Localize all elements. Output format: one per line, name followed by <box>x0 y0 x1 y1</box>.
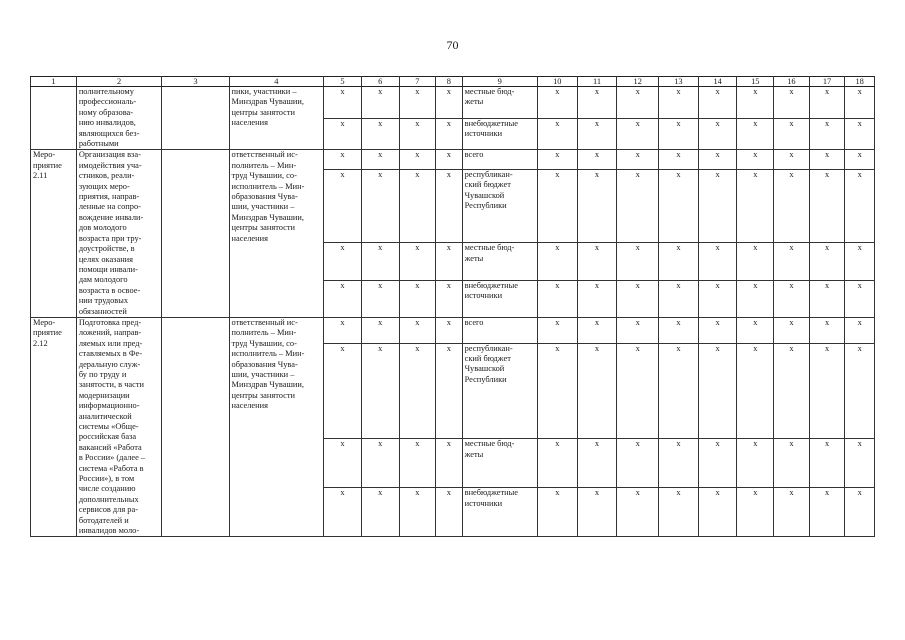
activity-1-row-3-col-15: x <box>737 488 774 537</box>
cont-row-0-col-13: x <box>659 87 699 119</box>
cont-row-0-source <box>462 87 537 119</box>
activity-0-row-1-col-13: x <box>659 170 699 243</box>
activity-1-row-0-col-7: x <box>399 317 436 343</box>
cont-col-3 <box>162 87 229 150</box>
activity-0-executors-text: ответственный ис- полнитель – Мин- труд Чувашии, со- исполнитель – Мин- образования Чува- шии, участники – Минздрав Чувашии, центры занятости населения <box>231 150 305 243</box>
activity-1-row-0-col-8: x <box>436 317 462 343</box>
cont-col-1 <box>31 87 77 150</box>
activity-1-row-2-col-14: x <box>698 439 737 488</box>
header-col-16: 16 <box>774 77 810 87</box>
activity-0-row-1-col-16: x <box>774 170 810 243</box>
cont-row-0-col-10: x <box>537 87 577 119</box>
activity-1-row-2-col-13: x <box>659 439 699 488</box>
activity-1-row-2-source <box>462 439 537 488</box>
activity-0-row-2-source <box>462 243 537 280</box>
activity-1-description <box>76 317 162 537</box>
cont-row-1-col-17: x <box>809 118 845 150</box>
activity-0-row-1-source-text: республикан- ский бюджет Чувашской Республики <box>464 170 513 211</box>
activity-0-row-1-col-18: x <box>845 170 875 243</box>
cont-row-0-col-8: x <box>436 87 462 119</box>
cont-row-0-col-17: x <box>809 87 845 119</box>
cont-row-0-col-7: x <box>399 87 436 119</box>
header-col-9: 9 <box>462 77 537 87</box>
activity-1-row-3-col-13: x <box>659 488 699 537</box>
activity-1-row-1-col-8: x <box>436 343 462 439</box>
activity-1-executors-text: ответственный ис- полнитель – Мин- труд Чувашии, со- исполнитель – Мин- образования Чува- шии, участники – Минздрав Чувашии, центры занятости населения <box>231 317 305 411</box>
header-col-12: 12 <box>617 77 659 87</box>
cont-col-4 <box>229 87 324 150</box>
activity-0-row-3-col-8: x <box>436 280 462 317</box>
header-row <box>31 77 875 87</box>
activity-0-row-0-col-12: x <box>617 150 659 170</box>
activity-0-row-1-col-17: x <box>809 170 845 243</box>
page-number: 70 <box>446 38 459 52</box>
activity-1-row-0-col-6: x <box>361 317 399 343</box>
activity-1-row-0-col-16: x <box>774 317 810 343</box>
activity-0-row-3-col-6: x <box>361 280 399 317</box>
cont-row-0-col-5: x <box>324 87 362 119</box>
activity-1-row-3-col-14: x <box>698 488 737 537</box>
activity-1-row-0-col-5: x <box>324 317 362 343</box>
activity-0-row-3-col-11: x <box>577 280 617 317</box>
cont-col-4-text: пики, участники – Минздрав Чувашии, центры занятости населения <box>231 87 304 128</box>
activity-0-row-0-col-11: x <box>577 150 617 170</box>
activity-0-row-2-col-7: x <box>399 243 436 280</box>
activity-0-row-3-col-15: x <box>737 280 774 317</box>
cont-row-1-col-12: x <box>617 118 659 150</box>
activity-0-row-2-col-17: x <box>809 243 845 280</box>
header-col-10: 10 <box>537 77 577 87</box>
header-col-11: 11 <box>577 77 617 87</box>
cont-row-1-col-11: x <box>577 118 617 150</box>
activity-1-row-3-col-16: x <box>774 488 810 537</box>
activity-1-row-3-source-text: внебюджетные источники <box>464 488 518 508</box>
activity-1-row-0-col-15: x <box>737 317 774 343</box>
activity-0-row-3-source <box>462 280 537 317</box>
activity-1-row-3-col-5: x <box>324 488 362 537</box>
activity-1-row-3-col-7: x <box>399 488 436 537</box>
activity-1-row-2-col-12: x <box>617 439 659 488</box>
activity-1-row-1-col-13: x <box>659 343 699 439</box>
activity-1-row-0-source <box>462 317 537 343</box>
activity-0-row-1-col-12: x <box>617 170 659 243</box>
activity-0-row-3-col-12: x <box>617 280 659 317</box>
activity-0-row-1-source <box>462 170 537 243</box>
activity-0-description-text: Организация вза- имодействия уча- стников, реали- зующих меро- приятия, направ- ленные на сопро- вождение инвали- дов молодого возраста при тру- доустройстве, в целях оказания помощи инвали- дам молодого возраста в освое- нии трудовых обязанностей <box>78 150 144 316</box>
cont-row-0-col-11: x <box>577 87 617 119</box>
activity-1-row-2-col-6: x <box>361 439 399 488</box>
activity-0-row-0-col-17: x <box>809 150 845 170</box>
cont-row-0-col-6: x <box>361 87 399 119</box>
activity-0-row-0-col-14: x <box>698 150 737 170</box>
activity-1-row-0-col-12: x <box>617 317 659 343</box>
cont-row-1-col-13: x <box>659 118 699 150</box>
activity-1-row-3-col-11: x <box>577 488 617 537</box>
activity-0-row-3-col-10: x <box>537 280 577 317</box>
cont-row-1-col-5: x <box>324 118 362 150</box>
table-row <box>31 317 875 343</box>
activity-1-row-0-source-text: всего <box>464 317 484 327</box>
activity-1-row-2-col-10: x <box>537 439 577 488</box>
header-col-5: 5 <box>324 77 362 87</box>
cont-row-0-source-text: местные бюд- жеты <box>464 87 515 107</box>
activity-0-row-1-col-8: x <box>436 170 462 243</box>
cont-row-1-col-16: x <box>774 118 810 150</box>
activity-1-number <box>31 317 77 537</box>
activity-0-row-2-col-5: x <box>324 243 362 280</box>
activity-0-row-0-col-13: x <box>659 150 699 170</box>
cont-col-2 <box>76 87 162 150</box>
header-col-18: 18 <box>845 77 875 87</box>
header-col-2: 2 <box>76 77 162 87</box>
activity-0-row-0-col-8: x <box>436 150 462 170</box>
activity-1-executors <box>229 317 324 537</box>
activity-0-number <box>31 150 77 318</box>
activity-0-row-0-col-5: x <box>324 150 362 170</box>
cont-row-1-source-text: внебюджетные источники <box>464 118 518 139</box>
header-col-7: 7 <box>399 77 436 87</box>
activity-0-row-2-col-8: x <box>436 243 462 280</box>
activity-1-row-2-source-text: местные бюд- жеты <box>464 439 515 459</box>
activity-0-row-2-col-18: x <box>845 243 875 280</box>
header-col-14: 14 <box>698 77 737 87</box>
activity-0-row-2-col-10: x <box>537 243 577 280</box>
activity-1-col-3 <box>162 317 229 537</box>
cont-row-0-col-18: x <box>845 87 875 119</box>
activity-0-col-3 <box>162 150 229 318</box>
activity-1-row-3-col-12: x <box>617 488 659 537</box>
header-col-3: 3 <box>162 77 229 87</box>
cont-row-1-col-8: x <box>436 118 462 150</box>
cont-row-1-col-7: x <box>399 118 436 150</box>
activity-0-row-0-col-16: x <box>774 150 810 170</box>
activity-0-executors <box>229 150 324 318</box>
activity-1-row-2-col-5: x <box>324 439 362 488</box>
activity-0-description <box>76 150 162 318</box>
activity-0-row-2-col-14: x <box>698 243 737 280</box>
activity-1-row-2-col-16: x <box>774 439 810 488</box>
activity-0-row-3-col-7: x <box>399 280 436 317</box>
activity-0-row-0-col-7: x <box>399 150 436 170</box>
activity-1-row-1-col-11: x <box>577 343 617 439</box>
activity-1-row-3-col-6: x <box>361 488 399 537</box>
activity-1-row-0-col-10: x <box>537 317 577 343</box>
activity-1-row-1-col-18: x <box>845 343 875 439</box>
activity-0-row-0-col-15: x <box>737 150 774 170</box>
header-col-13: 13 <box>659 77 699 87</box>
header-col-4: 4 <box>229 77 324 87</box>
activity-1-row-2-col-15: x <box>737 439 774 488</box>
header-col-8: 8 <box>436 77 462 87</box>
activity-1-row-1-source-text: республикан- ский бюджет Чувашской Республики <box>464 343 513 384</box>
activity-0-row-0-source <box>462 150 537 170</box>
activity-1-row-1-col-17: x <box>809 343 845 439</box>
activity-0-row-1-col-11: x <box>577 170 617 243</box>
activity-1-row-1-source <box>462 343 537 439</box>
activity-1-row-1-col-7: x <box>399 343 436 439</box>
activity-0-row-1-col-6: x <box>361 170 399 243</box>
activity-0-row-0-col-18: x <box>845 150 875 170</box>
activity-1-row-1-col-14: x <box>698 343 737 439</box>
cont-row-1-col-10: x <box>537 118 577 150</box>
header-col-15: 15 <box>737 77 774 87</box>
activity-0-row-2-col-15: x <box>737 243 774 280</box>
activity-0-row-2-col-11: x <box>577 243 617 280</box>
activity-1-row-0-col-11: x <box>577 317 617 343</box>
table-row <box>31 150 875 170</box>
activity-0-row-2-col-6: x <box>361 243 399 280</box>
header-col-17: 17 <box>809 77 845 87</box>
activity-1-row-0-col-18: x <box>845 317 875 343</box>
activity-1-row-2-col-17: x <box>809 439 845 488</box>
activity-1-number-text: Меро- приятие 2.12 <box>33 317 62 348</box>
activity-0-number-text: Меро- приятие 2.11 <box>33 150 62 181</box>
activity-1-row-1-col-10: x <box>537 343 577 439</box>
activity-1-row-3-source <box>462 488 537 537</box>
cont-row-0-col-16: x <box>774 87 810 119</box>
activity-0-row-3-col-16: x <box>774 280 810 317</box>
activity-0-row-1-col-5: x <box>324 170 362 243</box>
activity-0-row-1-col-10: x <box>537 170 577 243</box>
activity-1-row-2-col-8: x <box>436 439 462 488</box>
activity-1-row-2-col-7: x <box>399 439 436 488</box>
program-table <box>30 76 875 537</box>
cont-row-0-col-12: x <box>617 87 659 119</box>
activity-1-row-1-col-16: x <box>774 343 810 439</box>
activity-1-row-3-col-10: x <box>537 488 577 537</box>
cont-col-2-text: полнительному профессиональ- ному образова- нию инвалидов, являющихся без- работными <box>78 87 140 149</box>
activity-1-row-2-col-11: x <box>577 439 617 488</box>
activity-0-row-1-col-7: x <box>399 170 436 243</box>
activity-0-row-3-col-17: x <box>809 280 845 317</box>
activity-0-row-3-col-18: x <box>845 280 875 317</box>
cont-row-1-col-15: x <box>737 118 774 150</box>
activity-0-row-0-col-6: x <box>361 150 399 170</box>
header-col-1: 1 <box>31 77 77 87</box>
cont-row-1-col-14: x <box>698 118 737 150</box>
activity-1-row-0-col-14: x <box>698 317 737 343</box>
activity-1-row-0-col-13: x <box>659 317 699 343</box>
activity-1-row-1-col-5: x <box>324 343 362 439</box>
cont-row-0-col-14: x <box>698 87 737 119</box>
cont-row-1-col-6: x <box>361 118 399 150</box>
activity-0-row-1-col-15: x <box>737 170 774 243</box>
activity-0-row-3-col-14: x <box>698 280 737 317</box>
activity-0-row-2-col-13: x <box>659 243 699 280</box>
cont-row-1-source <box>462 118 537 150</box>
activity-1-row-3-col-17: x <box>809 488 845 537</box>
activity-1-row-1-col-15: x <box>737 343 774 439</box>
activity-1-row-3-col-18: x <box>845 488 875 537</box>
activity-1-row-3-col-8: x <box>436 488 462 537</box>
activity-0-row-2-col-16: x <box>774 243 810 280</box>
activity-1-row-1-col-6: x <box>361 343 399 439</box>
activity-0-row-3-col-5: x <box>324 280 362 317</box>
activity-0-row-1-col-14: x <box>698 170 737 243</box>
activity-0-row-2-source-text: местные бюд- жеты <box>464 243 515 263</box>
activity-1-row-0-col-17: x <box>809 317 845 343</box>
activity-0-row-0-source-text: всего <box>464 150 484 160</box>
cont-row-0-col-15: x <box>737 87 774 119</box>
activity-0-row-2-col-12: x <box>617 243 659 280</box>
activity-1-row-2-col-18: x <box>845 439 875 488</box>
header-col-6: 6 <box>361 77 399 87</box>
activity-1-description-text: Подготовка пред- ложений, направ- ляемых или пред- ставляемых в Фе- деральную служ- бу по труду и занятости, в части модернизации информационно- аналитической системы «Обще- российская база вакансий «Работа в России» (далее – система «Работа в России»), в том числе созданию дополнительных сервисов для ра- ботодателей и инвалидов моло- <box>78 317 146 536</box>
activity-1-row-1-col-12: x <box>617 343 659 439</box>
cont-row-1-col-18: x <box>845 118 875 150</box>
activity-0-row-3-source-text: внебюджетные источники <box>464 280 518 300</box>
activity-0-row-0-col-10: x <box>537 150 577 170</box>
activity-0-row-3-col-13: x <box>659 280 699 317</box>
table-row <box>31 87 875 119</box>
